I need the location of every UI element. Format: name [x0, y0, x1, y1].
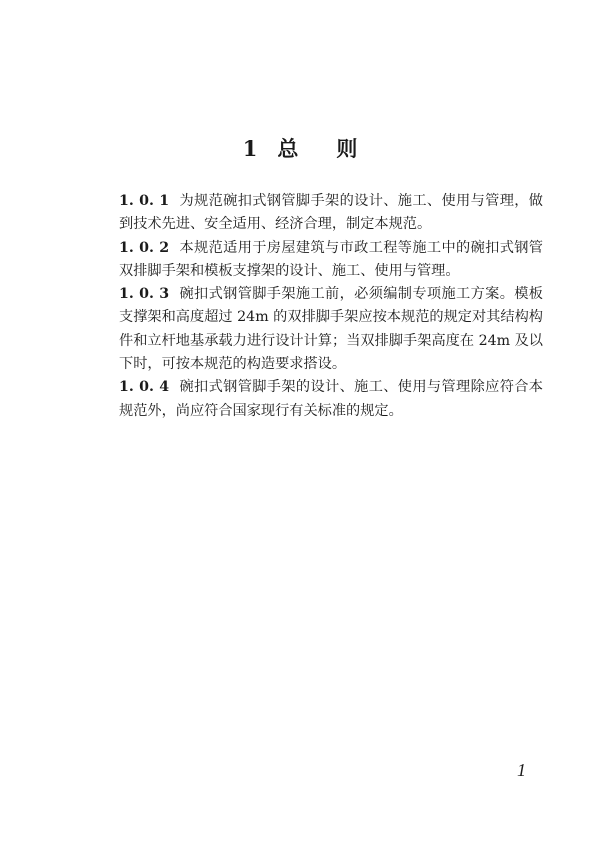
clause-text: 碗扣式钢管脚手架的设计、施工、使用与管理除应符合本规范外，尚应符合国家现行有关标准的规定。 — [119, 379, 543, 419]
clause-1-0-2 — [119, 237, 543, 284]
clause-1-0-1 — [119, 190, 543, 237]
clause-number: 1. 0. 2 — [119, 239, 170, 256]
page-number: 1 — [517, 760, 526, 780]
chapter-title-char-1: 总 — [277, 136, 299, 161]
clause-text: 碗扣式钢管脚手架施工前，必须编制专项施工方案。模板支撑架和高度超过 24m 的双排脚手架应按本规范的规定对其结构构件和立杆地基承载力进行设计计算；当双排脚手架高度在 24m 及以下时，可按本规范的构造要求搭设。 — [119, 286, 543, 373]
clause-number: 1. 0. 4 — [119, 379, 170, 396]
clause-1-0-4 — [119, 376, 543, 423]
chapter-number: 1 — [242, 136, 258, 161]
clause-text: 本规范适用于房屋建筑与市政工程等施工中的碗扣式钢管双排脚手架和模板支撑架的设计、施工、使用与管理。 — [119, 239, 543, 279]
clause-1-0-3 — [119, 283, 543, 376]
clause-number: 1. 0. 3 — [119, 286, 170, 303]
clause-list — [119, 190, 543, 423]
clause-text: 为规范碗扣式钢管脚手架的设计、施工、使用与管理，做到技术先进、安全适用、经济合理，制定本规范。 — [119, 193, 543, 233]
clause-number: 1. 0. 1 — [119, 193, 170, 209]
chapter-title-char-2: 则 — [336, 136, 358, 161]
chapter-title — [0, 134, 600, 164]
